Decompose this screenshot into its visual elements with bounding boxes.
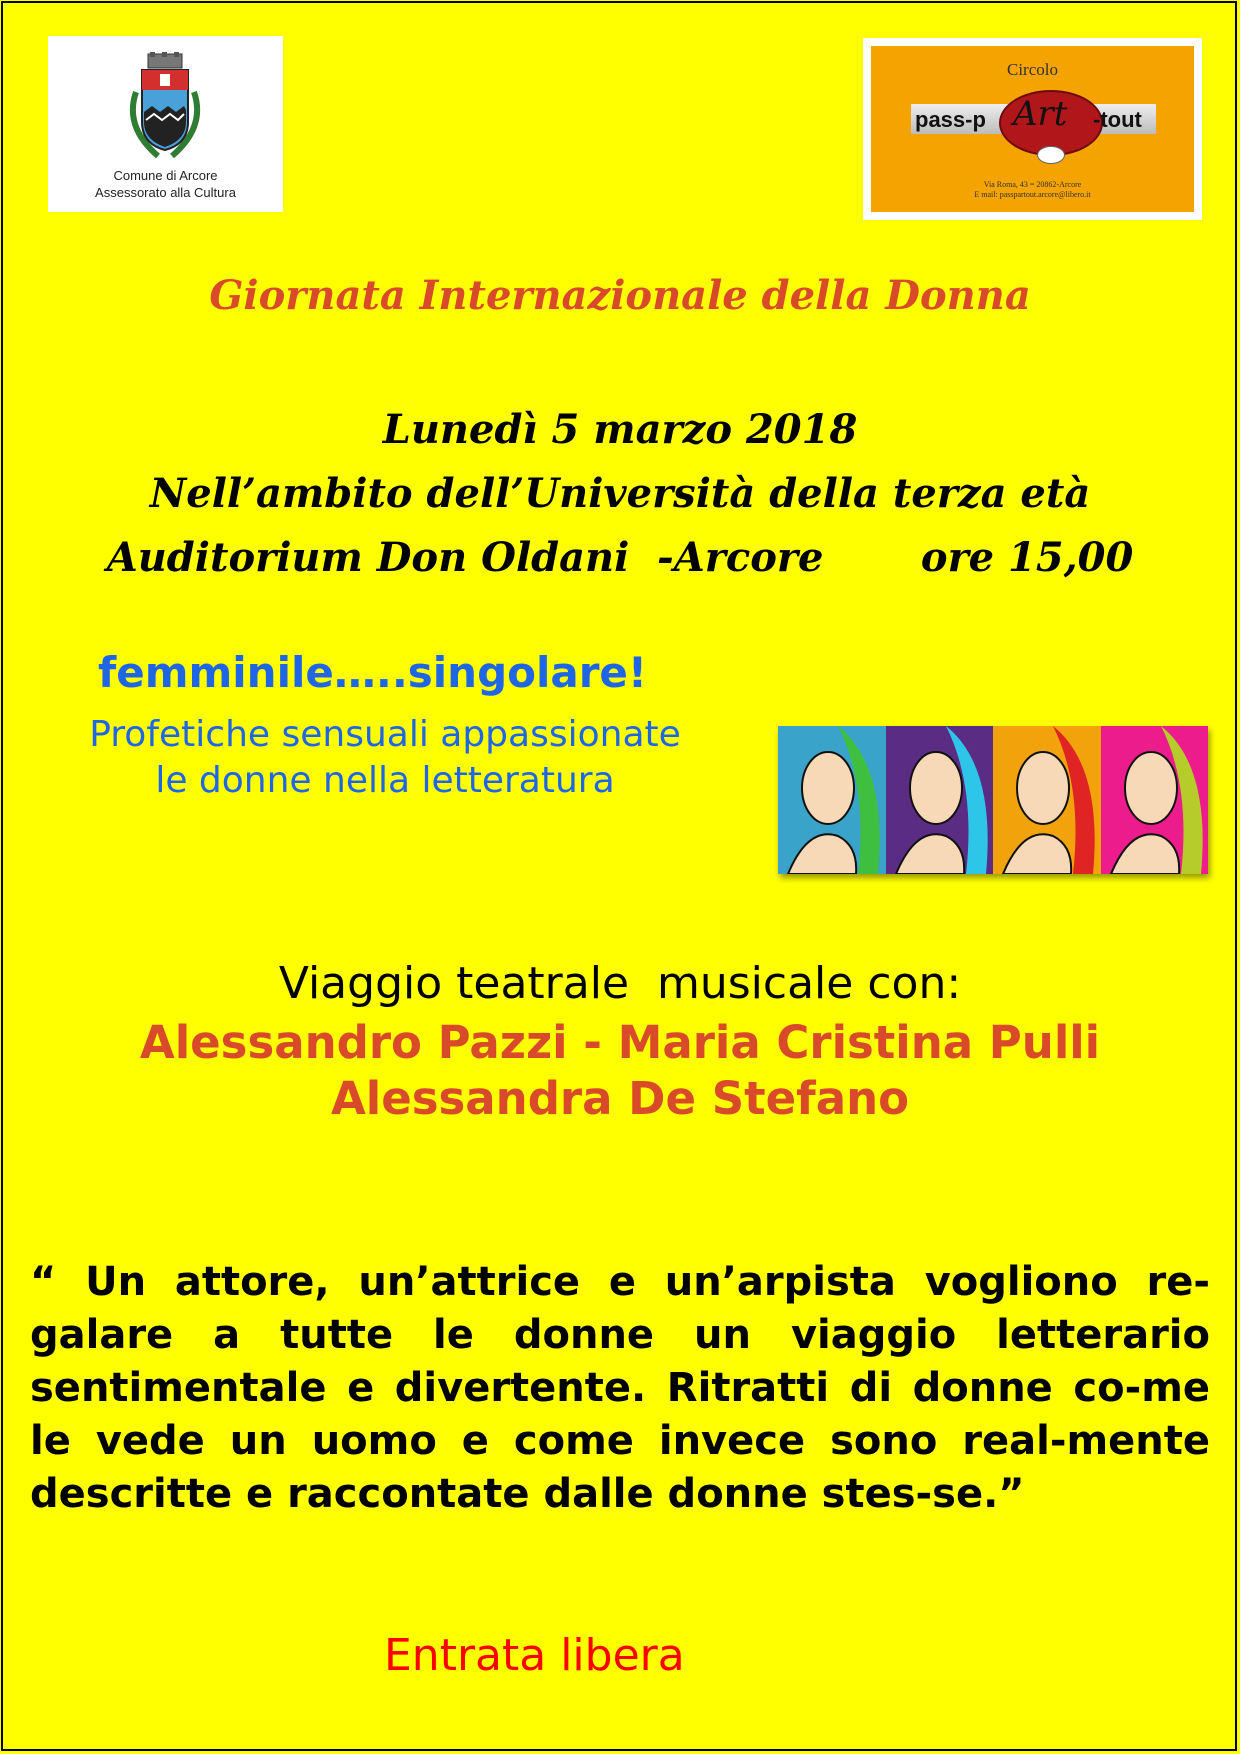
circolo-passpartout-logo (863, 38, 1202, 220)
logo-circolo-label: Circolo (1007, 60, 1058, 79)
pop-panel-2 (886, 726, 993, 874)
logo-address (871, 180, 1194, 200)
pop-panel-3 (993, 726, 1101, 874)
cast-intro: Viaggio teatrale musicale con: (278, 958, 962, 1009)
cast-names-line2: Alessandra De Stefano (330, 1072, 910, 1125)
event-date: Lunedì 5 marzo 2018 (382, 406, 858, 453)
logo-white-dot (1037, 146, 1065, 164)
logo-right-panel (871, 46, 1194, 212)
logo-left-line1: Comune di Arcore (113, 168, 218, 183)
event-context: Nell’ambito dell’Università della terza età (149, 470, 1091, 517)
event-place-time: Auditorium Don Oldani -Arcore ore 15,00 (106, 534, 1134, 581)
event-title: Giornata Internazionale della Donna (209, 272, 1031, 319)
logo-address-line2: E mail: passpartout.arcore@libero.it (974, 190, 1091, 199)
logo-left-line2: Assessorato alla Cultura (95, 185, 236, 200)
pop-panel-1 (778, 726, 886, 874)
description-quote: “ Un attore, un’attrice e un’arpista vogliono re-galare a tutte le donne un viaggio letterario sentimentale e divertente. Ritratti di donne co-me le vede un uomo e come invece sono real-mente descritte e raccontate dalle donne stes-se.” (30, 1259, 1210, 1517)
comune-di-arcore-logo (48, 36, 283, 212)
cast-names-line1: Alessandro Pazzi - Maria Cristina Pulli (139, 1016, 1101, 1069)
show-subtitle-line2: le donne nella letteratura (155, 760, 615, 801)
show-subtitle-line1: Profetiche sensuali appassionate (89, 714, 681, 755)
logo-pass-text: pass-p (915, 107, 986, 132)
pop-panel-4 (1101, 726, 1208, 874)
municipal-crest-icon (120, 52, 210, 162)
logo-tout-text: -tout (1093, 107, 1142, 132)
logo-art-text: Art (1013, 94, 1068, 134)
free-entry-note: Entrata libera (384, 1630, 685, 1681)
logo-address-line1: Via Roma, 43 = 20862-Arcore (983, 180, 1082, 189)
show-title: femminile…..singolare! (98, 648, 648, 697)
pop-art-women-image (778, 726, 1208, 874)
